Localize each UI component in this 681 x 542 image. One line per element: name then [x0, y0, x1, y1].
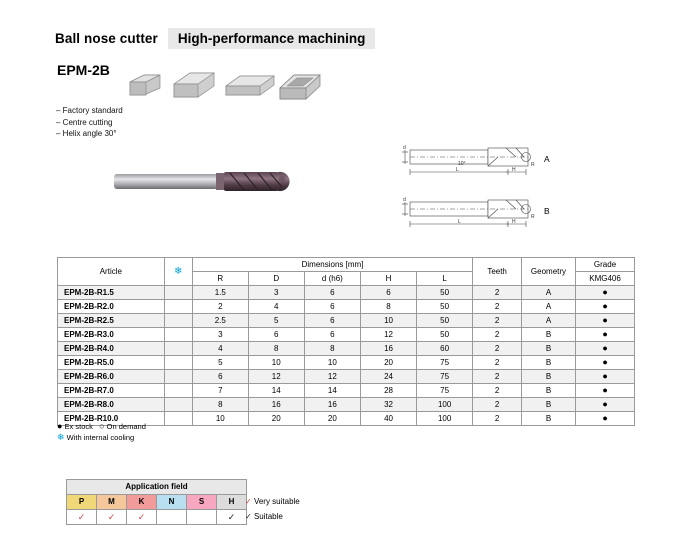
- cell-geometry: B: [521, 328, 575, 342]
- col-header-article: Article: [58, 258, 165, 286]
- application-group-k: K: [127, 495, 157, 510]
- tool-photo: [110, 160, 300, 210]
- cell-article: EPM-2B-R8.0: [58, 398, 165, 412]
- footnotes: [57, 421, 146, 443]
- cell-r: 2.5: [192, 314, 248, 328]
- cell-grade: ●: [576, 314, 635, 328]
- cell-grade: ●: [576, 356, 635, 370]
- cell-cooling: [164, 328, 192, 342]
- application-mark-s: [187, 510, 217, 525]
- technical-drawings: [398, 140, 558, 245]
- snowflake-icon: ❄: [57, 432, 65, 442]
- page-subtitle: High-performance machining: [168, 28, 376, 49]
- dimension-drawing-icon: [398, 140, 558, 245]
- feature-list: [56, 105, 123, 140]
- cell-geometry: A: [521, 300, 575, 314]
- cell-r: 4: [192, 342, 248, 356]
- check-red-icon: ✓: [245, 497, 252, 506]
- svg-text:L: L: [458, 219, 461, 225]
- cell-teeth: 2: [473, 342, 522, 356]
- cell-article: EPM-2B-R4.0: [58, 342, 165, 356]
- cell-d-h6: 6: [304, 328, 361, 342]
- cell-d: 20: [248, 412, 304, 426]
- cell-h: 12: [361, 328, 417, 342]
- cell-teeth: 2: [473, 370, 522, 384]
- application-field-title-row: [67, 480, 247, 495]
- cell-cooling: [164, 286, 192, 300]
- application-mark-h: ✓: [217, 510, 247, 525]
- cell-h: 24: [361, 370, 417, 384]
- footnote-cooling: [57, 432, 146, 443]
- cell-grade: ●: [576, 342, 635, 356]
- cell-cooling: [164, 370, 192, 384]
- svg-text:d: d: [403, 145, 406, 151]
- svg-text:R: R: [531, 214, 535, 220]
- cell-r: 8: [192, 398, 248, 412]
- cell-teeth: 2: [473, 384, 522, 398]
- cell-r: 2: [192, 300, 248, 314]
- cell-grade: ●: [576, 286, 635, 300]
- cell-geometry: B: [521, 342, 575, 356]
- hollow-dot-icon: ○: [99, 421, 105, 431]
- application-field-mark-row: [67, 510, 247, 525]
- footnote-ex-stock: Ex stock: [64, 422, 93, 431]
- cell-l: 100: [416, 398, 472, 412]
- application-mark-p: ✓: [67, 510, 97, 525]
- cell-r: 3: [192, 328, 248, 342]
- cell-teeth: 2: [473, 412, 522, 426]
- application-group-s: S: [187, 495, 217, 510]
- cell-cooling: [164, 384, 192, 398]
- table-row: [58, 398, 635, 412]
- cell-teeth: 2: [473, 328, 522, 342]
- cell-geometry: B: [521, 356, 575, 370]
- cell-d-h6: 6: [304, 286, 361, 300]
- cell-d-h6: 6: [304, 314, 361, 328]
- cell-article: EPM-2B-R10.0: [58, 412, 165, 426]
- snowflake-icon: ❄: [174, 266, 183, 277]
- cell-d: 8: [248, 342, 304, 356]
- cell-d: 4: [248, 300, 304, 314]
- footnote-stock: [57, 421, 146, 432]
- table-header-group-row: [58, 258, 635, 272]
- table-row: [58, 300, 635, 314]
- cell-l: 75: [416, 370, 472, 384]
- cell-article: EPM-2B-R6.0: [58, 370, 165, 384]
- cell-article: EPM-2B-R5.0: [58, 356, 165, 370]
- col-header-cooling: [164, 258, 192, 286]
- col-header-geometry: Geometry: [521, 258, 575, 286]
- cell-l: 75: [416, 356, 472, 370]
- cell-grade: ●: [576, 370, 635, 384]
- check-dark-icon: ✓: [245, 512, 252, 521]
- cell-h: 20: [361, 356, 417, 370]
- filled-dot-icon: ●: [57, 421, 63, 431]
- application-mark-k: ✓: [127, 510, 157, 525]
- cell-h: 8: [361, 300, 417, 314]
- cell-d: 14: [248, 384, 304, 398]
- col-header-d: D: [248, 272, 304, 286]
- col-header-grade: Grade: [576, 258, 635, 272]
- cell-d-h6: 12: [304, 370, 361, 384]
- legend-very-suitable: [245, 494, 300, 509]
- cell-geometry: A: [521, 286, 575, 300]
- cell-d: 5: [248, 314, 304, 328]
- cell-geometry: B: [521, 384, 575, 398]
- table-body: [58, 286, 635, 426]
- application-group-h: H: [217, 495, 247, 510]
- feature-item: – Centre cutting: [56, 117, 113, 127]
- col-header-l: L: [416, 272, 472, 286]
- cell-grade: ●: [576, 328, 635, 342]
- cell-teeth: 2: [473, 286, 522, 300]
- cell-grade: ●: [576, 300, 635, 314]
- cell-r: 7: [192, 384, 248, 398]
- feature-item: – Helix angle 30°: [56, 129, 117, 138]
- application-group-n: N: [157, 495, 187, 510]
- cell-l: 50: [416, 328, 472, 342]
- svg-text:R: R: [531, 162, 535, 168]
- table-row: [58, 328, 635, 342]
- cell-cooling: [164, 300, 192, 314]
- cell-r: 1.5: [192, 286, 248, 300]
- cell-d: 6: [248, 328, 304, 342]
- application-mark-n: [157, 510, 187, 525]
- cell-geometry: B: [521, 398, 575, 412]
- cell-grade: ●: [576, 384, 635, 398]
- table-row: [58, 370, 635, 384]
- cell-geometry: B: [521, 370, 575, 384]
- cell-d-h6: 14: [304, 384, 361, 398]
- footnote-internal-cooling: With internal cooling: [66, 433, 135, 442]
- table-row: [58, 286, 635, 300]
- cell-l: 75: [416, 384, 472, 398]
- cell-d: 16: [248, 398, 304, 412]
- table-row: [58, 342, 635, 356]
- cell-l: 50: [416, 286, 472, 300]
- cell-r: 6: [192, 370, 248, 384]
- cell-d: 10: [248, 356, 304, 370]
- cell-article: EPM-2B-R1.5: [58, 286, 165, 300]
- cell-cooling: [164, 398, 192, 412]
- application-field: [66, 479, 247, 525]
- col-header-teeth: Teeth: [473, 258, 522, 286]
- cell-d-h6: 6: [304, 300, 361, 314]
- legend-very-suitable-label: Very suitable: [253, 497, 300, 506]
- col-header-kmg406: KMG406: [576, 272, 635, 286]
- cell-d-h6: 10: [304, 356, 361, 370]
- col-header-dimensions: Dimensions [mm]: [192, 258, 473, 272]
- svg-text:L: L: [456, 167, 459, 173]
- cell-h: 16: [361, 342, 417, 356]
- cell-d-h6: 8: [304, 342, 361, 356]
- legend-suitable-label: Suitable: [253, 512, 283, 521]
- application-mark-m: ✓: [97, 510, 127, 525]
- cell-d: 12: [248, 370, 304, 384]
- application-group-m: M: [97, 495, 127, 510]
- col-header-d-h6: d (h6): [304, 272, 361, 286]
- cell-h: 40: [361, 412, 417, 426]
- cell-h: 10: [361, 314, 417, 328]
- ball-nose-cutter-image: [110, 160, 300, 210]
- cell-h: 6: [361, 286, 417, 300]
- cell-teeth: 2: [473, 314, 522, 328]
- insert-shapes-icon: [122, 62, 322, 104]
- feature-item: – Factory standard: [56, 106, 123, 115]
- cell-l: 60: [416, 342, 472, 356]
- svg-text:H: H: [512, 219, 516, 225]
- cell-h: 28: [361, 384, 417, 398]
- legend: [245, 494, 300, 524]
- cell-d-h6: 16: [304, 398, 361, 412]
- cell-cooling: [164, 412, 192, 426]
- cell-grade: ●: [576, 398, 635, 412]
- cell-article: EPM-2B-R2.5: [58, 314, 165, 328]
- cell-cooling: [164, 356, 192, 370]
- application-field-table: [66, 479, 247, 525]
- col-header-h: H: [361, 272, 417, 286]
- application-field-group-row: [67, 495, 247, 510]
- cell-d-h6: 20: [304, 412, 361, 426]
- cell-article: EPM-2B-R2.0: [58, 300, 165, 314]
- cell-teeth: 2: [473, 300, 522, 314]
- cell-geometry: B: [521, 412, 575, 426]
- product-code: EPM-2B: [57, 62, 110, 78]
- legend-suitable: [245, 509, 300, 524]
- cell-h: 32: [361, 398, 417, 412]
- cell-article: EPM-2B-R7.0: [58, 384, 165, 398]
- cell-cooling: [164, 314, 192, 328]
- dimensions-table: [57, 257, 635, 426]
- application-group-p: P: [67, 495, 97, 510]
- cell-grade: ●: [576, 412, 635, 426]
- table-row: [58, 314, 635, 328]
- application-field-title: Application field: [67, 480, 247, 495]
- svg-text:H: H: [512, 167, 516, 173]
- cell-geometry: A: [521, 314, 575, 328]
- page-header: [55, 28, 375, 49]
- cell-l: 50: [416, 300, 472, 314]
- cell-teeth: 2: [473, 398, 522, 412]
- drawing-label-a: A: [544, 154, 550, 164]
- footnote-on-demand: On demand: [106, 422, 146, 431]
- drawing-label-b: B: [544, 206, 550, 216]
- svg-text:d: d: [403, 197, 406, 203]
- cell-article: EPM-2B-R3.0: [58, 328, 165, 342]
- cell-r: 5: [192, 356, 248, 370]
- cell-cooling: [164, 342, 192, 356]
- cell-d: 3: [248, 286, 304, 300]
- svg-text:10°: 10°: [458, 161, 466, 167]
- cell-l: 50: [416, 314, 472, 328]
- cell-l: 100: [416, 412, 472, 426]
- table-row: [58, 356, 635, 370]
- page-title: Ball nose cutter: [55, 31, 158, 46]
- insert-shapes-group: [122, 62, 322, 102]
- col-header-r: R: [192, 272, 248, 286]
- table-row: [58, 384, 635, 398]
- cell-teeth: 2: [473, 356, 522, 370]
- cell-r: 10: [192, 412, 248, 426]
